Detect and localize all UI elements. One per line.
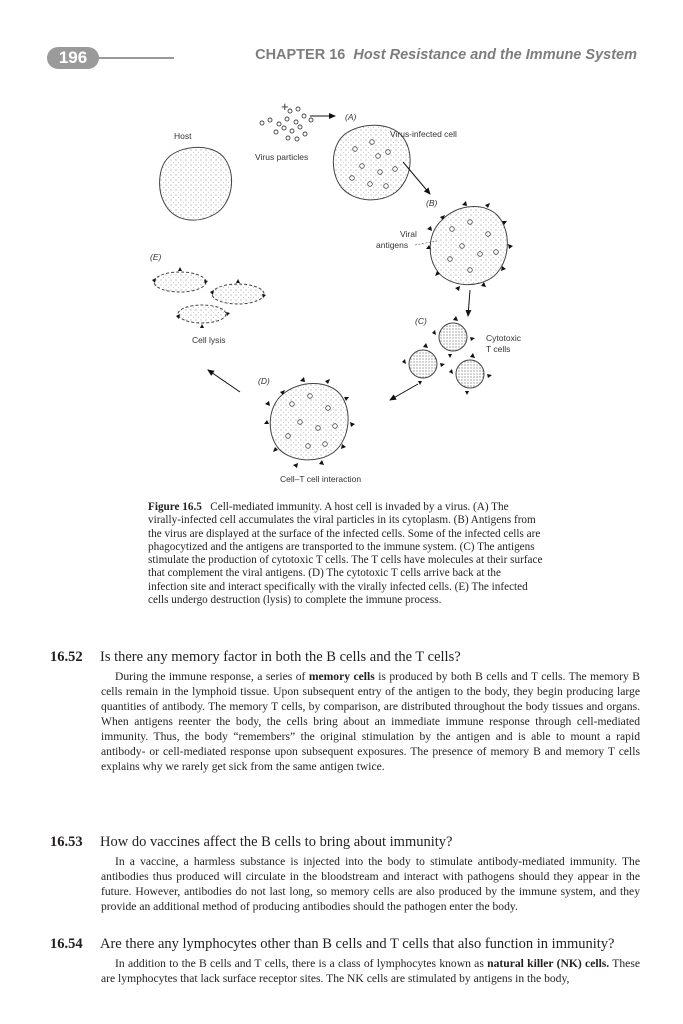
- label-cytotoxic: Cytotoxic: [486, 333, 521, 343]
- label-antigens: antigens: [376, 240, 409, 250]
- label-interaction: Cell–T cell interaction: [280, 474, 362, 484]
- label-virus-particles: Virus particles: [255, 152, 309, 162]
- answer-part: During the immune response, a series of: [115, 670, 309, 683]
- answer-part: These are lymphocytes that lack surface receptor sites. The NK cells are stimulated by antigens in the body,: [101, 957, 640, 985]
- caption-text: Cell-mediated immunity. A host cell is invaded by a virus. (A) The virally-infected cell accumulates the viral particles in its cytoplasm. (B) Antigens from the virus are displayed at the surface of the infected cells. Some of the infected cells are phagocytized and the antigens are transported to the immune system. (C) The antigens stimulate the production of cytotoxic T cells. The T cells have molecules at their surface that complement the viral antigens. (D) The cytotoxic T cells arrive back at the infection site and interact specifically with the virally infected cells. (E) The infected cells undergo destruction (lysis) to complete the immune process.: [148, 501, 543, 607]
- label-cell-lysis: Cell lysis: [192, 335, 226, 345]
- cell-mediated-immunity-diagram: [140, 94, 560, 486]
- arrow-e: [208, 370, 240, 392]
- answer-part: is produced by both B cells and T cells. The memory B cells remain in the lymphoid tissue. Upon subsequent entry of the antigen to the body, they begin producing large quantities of antibody. The memory T cells, by comparison, are distributed throughout the body tissues and organs. When antigens reenter the body, the cells bring about an immediate immune response through cell-mediated immunity. Thus, the body “remembers” the original stimulation by the antigen and is able to mount a rapid antibody- or cell-mediated response upon subsequent exposures. The presence of memory B and memory T cells explains why we rarely get sick from the same antigen twice.: [101, 670, 640, 773]
- question-text: How do vaccines affect the B cells to bring about immunity?: [100, 834, 453, 850]
- label-host: Host: [174, 131, 192, 141]
- answer-text: [101, 669, 640, 774]
- question-text: Are there any lymphocytes other than B cells and T cells that also function in immunity?: [100, 936, 615, 952]
- plus-sign: +: [281, 99, 289, 114]
- label-step-d: (D): [258, 376, 270, 386]
- label-viral: Viral: [400, 229, 417, 239]
- chapter-label: CHAPTER 16: [255, 47, 346, 63]
- host-cell: [160, 147, 232, 220]
- answer-term: natural killer (NK) cells.: [487, 957, 610, 970]
- answer-part: In addition to the B cells and T cells, there is a class of lymphocytes known as: [115, 957, 488, 970]
- answer-text: In a vaccine, a harmless substance is injected into the body to stimulate antibody-mediated immunity. The antibodies thus produced will circulate in the bloodstream and interact with pathogens should they appear in the future. However, antibodies do not last long, so memory cells are also produced by the immune system, and they provide an additional method of producing antibodies should the pathogen enter the body.: [101, 855, 640, 913]
- figure-caption: [148, 501, 543, 607]
- page-header: [0, 0, 683, 80]
- answer-text: [101, 956, 640, 986]
- question-16-54: [50, 935, 640, 986]
- cytotoxic-t-cells: [402, 316, 492, 395]
- answer-term: memory cells: [308, 670, 375, 683]
- figure-label: Figure 16.5: [148, 501, 202, 513]
- label-step-e: (E): [150, 252, 162, 262]
- question-16-53: [50, 833, 640, 914]
- arrow-d: [390, 384, 418, 400]
- label-step-a: (A): [345, 112, 357, 122]
- label-virus-infected-cell: Virus-infected cell: [390, 129, 457, 139]
- question-16-52: [50, 648, 640, 774]
- question-text: Is there any memory factor in both the B cells and the T cells?: [100, 649, 461, 665]
- chapter-title: Host Resistance and the Immune System: [353, 47, 637, 63]
- header-rule: [96, 57, 174, 59]
- running-head: [255, 47, 637, 63]
- question-number: 16.54: [50, 936, 83, 952]
- label-step-b: (B): [426, 198, 438, 208]
- figure-16-5: [140, 94, 560, 486]
- arrow-c: [468, 290, 470, 316]
- label-t-cells: T cells: [486, 344, 511, 354]
- question-number: 16.52: [50, 649, 83, 665]
- page-number: 196: [47, 47, 99, 69]
- label-step-c: (C): [415, 316, 427, 326]
- question-number: 16.53: [50, 834, 83, 850]
- lysed-cell-fragments: [152, 267, 266, 328]
